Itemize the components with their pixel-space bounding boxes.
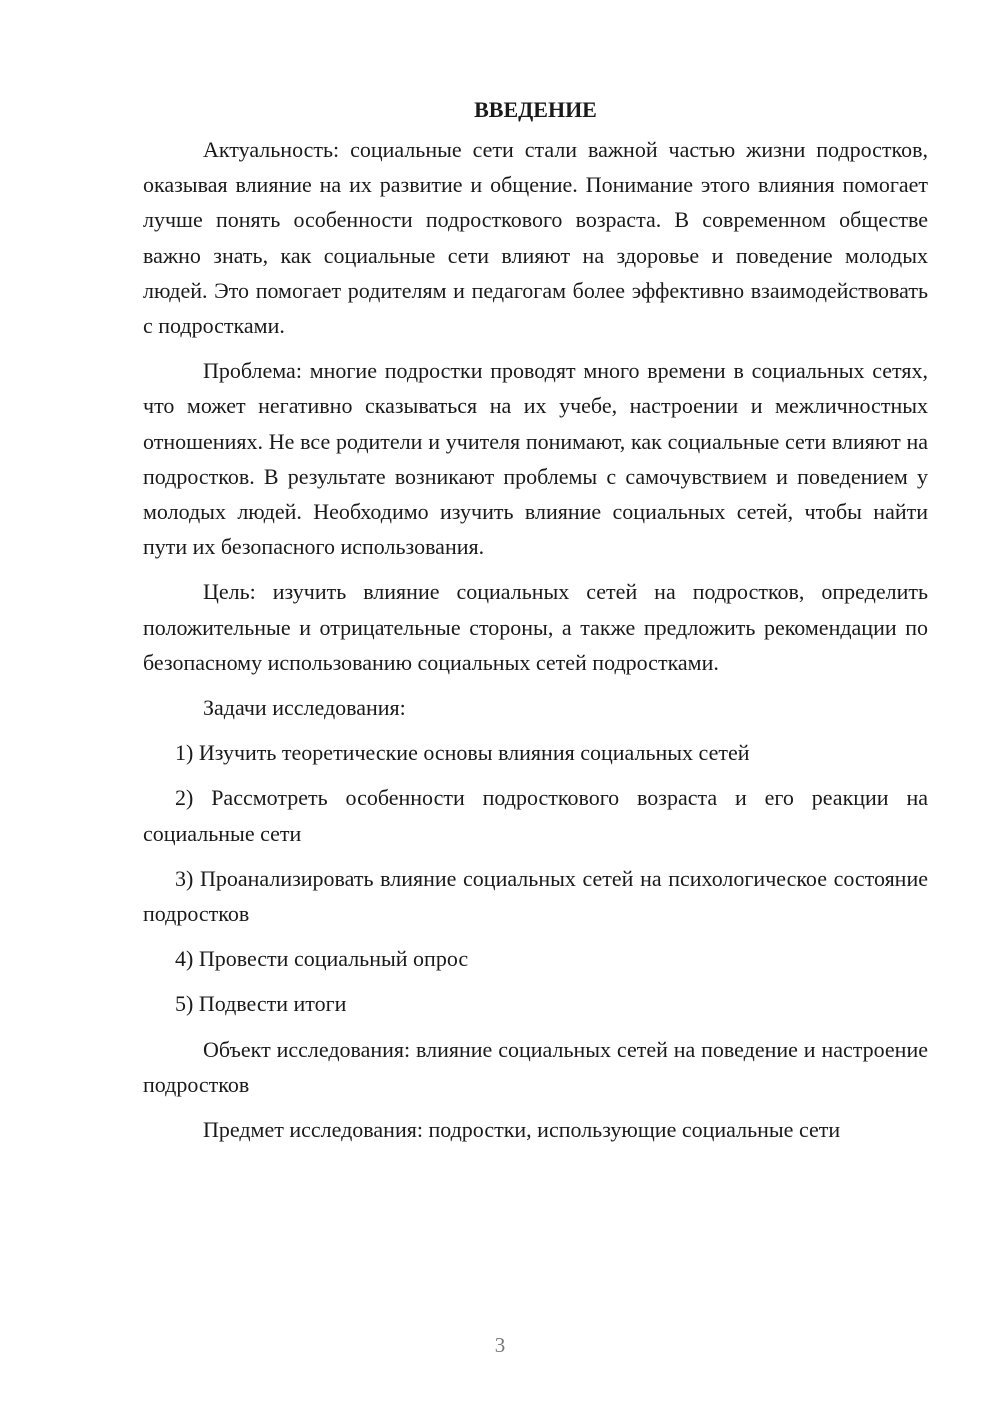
paragraph-problem: Проблема: многие подростки проводят много времени в социальных сетях, что может негативно сказываться на их учебе, настроении и межличностных отношениях. Не все родители и учителя понимают, как социальные сети влияют на подростков. В результате возникают проблемы с самочувствием и поведением у молодых людей. Необходимо изучить влияние социальных сетей, чтобы найти пути их безопасного использования. <box>143 358 928 560</box>
task-item-3: 3) Проанализировать влияние социальных сетей на психологическое состояние подростков <box>143 865 928 927</box>
document-page <box>143 92 928 1147</box>
task-item-4: 4) Провести социальный опрос <box>175 946 469 972</box>
task-item-2: 2) Рассмотреть особенности подросткового возраста и его реакции на социальные сети <box>143 785 928 846</box>
section-heading: ВВЕДЕНИЕ <box>474 97 597 122</box>
task-item-5: 5) Подвести итоги <box>175 991 347 1017</box>
research-subject: Предмет исследования: подростки, использующие социальные сети <box>203 1117 841 1143</box>
task-item-1: 1) Изучить теоретические основы влияния социальных сетей <box>175 740 750 766</box>
page-number: 3 <box>494 1333 506 1357</box>
paragraph-goal: Цель: изучить влияние социальных сетей на подростков, определить положительные и отрицательные стороны, а также предложить рекомендации по безопасному использованию социальных сетей подростками. <box>143 579 928 675</box>
research-object: Объект исследования: влияние социальных сетей на поведение и настроение подростков <box>143 1036 928 1097</box>
paragraph-relevance: Актуальность: социальные сети стали важной частью жизни подростков, оказывая влияние на их развитие и общение. Понимание этого влияния помогает лучше понять особенности подросткового возраста. В современном обществе важно знать, как социальные сети влияют на здоровье и поведение молодых людей. Это помогает родителям и педагогам более эффективно взаимодействовать с подростками. <box>143 137 928 339</box>
tasks-title: Задачи исследования: <box>203 695 406 721</box>
